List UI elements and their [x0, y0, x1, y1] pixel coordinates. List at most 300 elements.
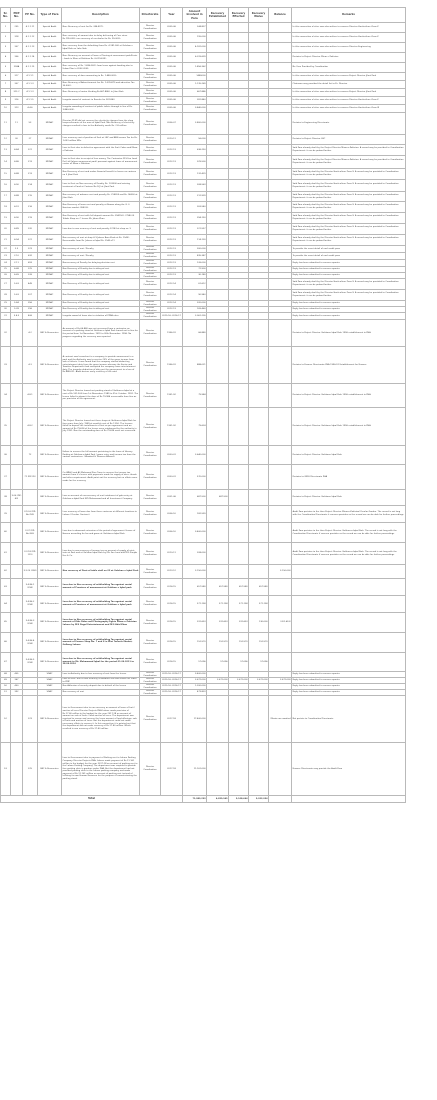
row-33-sr-no-text: 33: [4, 363, 7, 366]
row-18-balance: [269, 202, 292, 213]
row-44-year-text: 2014-15: [167, 602, 176, 605]
row-14-year-text: 2012-13: [167, 160, 176, 163]
row-33-sr-no: [1, 347, 11, 384]
row-36-sr-no-text: 36: [4, 453, 7, 456]
row-28-pdp-no: [11, 290, 23, 301]
row-34-remarks-text: Pertains to Project Director Gulshane Iqbal Park 1996 establishment in PHA: [292, 394, 371, 397]
row-52-recovery-established: [207, 696, 229, 743]
row-2-para-type: [38, 33, 62, 43]
row-35-description: [62, 408, 140, 446]
total-recovery-established: [207, 796, 229, 803]
row-28-remarks-text: Said Para already dealt by the Director Horticulture Zone-V. A record may be provided to Coordination Department, it can be probed further: [292, 292, 399, 297]
row-5-pdp-no-text: 258A: [13, 66, 20, 69]
row-49-recovery-effected-text: 2,672,000: [237, 679, 248, 682]
row-50-para-type-text: SDAC: [46, 685, 53, 688]
row-36-description-text: Failure to recover the full amount pertaining to the lease of Hussey Parking at Gulshan-e-Iqbal Park / game entry and income tax from the various contractors. (Hundred & Tarneem Ahmed).: [62, 451, 136, 459]
row-25-directorate-text: Director Coordination: [143, 267, 157, 272]
row-13-recovery-established: [207, 145, 229, 156]
row-1-amount-involved: [183, 23, 207, 33]
row-43-recovery-waive: [249, 579, 269, 596]
row-19-pp-no: [23, 213, 38, 224]
row-18-recovery-established: [207, 202, 229, 213]
row-25-year-text: 2012-13: [167, 268, 176, 271]
row-31-recovery-established: [207, 313, 229, 320]
row-1-sr-no-text: 1: [4, 26, 7, 29]
row-39-directorate-text: Director Coordination: [143, 511, 157, 516]
row-44-recovery-waive-text: 571,158: [259, 602, 268, 605]
row-17-pp-no-text: 215: [28, 195, 32, 198]
row-12-amount-involved-text: 56,000: [198, 138, 206, 141]
row-3-recovery-effected: [229, 43, 249, 53]
row-49-directorate-text: Director Coordination: [143, 678, 157, 683]
row-33-directorate-text: Director Coordination: [143, 362, 157, 367]
row-3-pdp-no: [11, 43, 23, 53]
row-49-year-text: 2015-16, 2016-17: [162, 679, 181, 682]
row-20-directorate-text: Director Coordination: [143, 226, 157, 231]
row-28-sr-no: [1, 290, 11, 301]
row-20-amount-involved: [183, 224, 207, 235]
row-53-sr-no-text: 53: [4, 767, 7, 770]
row-34-year: [161, 384, 183, 408]
row-28-pp-no: [23, 290, 38, 301]
row-35-sr-no: [1, 408, 11, 446]
row-19-sr-no: [1, 213, 11, 224]
row-12-recovery-established: [207, 135, 229, 145]
row-16-para-type: [38, 180, 62, 192]
row-32-description-text: An amount of Rs.66,880 was not recovered from a contractor on account of a parking stand at Gulshan-e-Iqbal Park leased out to him for the period from 1st November, 1991 to 30th November, 1996. No progress regarding the recovery was reported.: [62, 327, 138, 338]
row-38-description: [62, 490, 140, 506]
row-27-year: [161, 279, 183, 290]
row-20-balance: [269, 224, 292, 235]
row-20-directorate: [140, 224, 161, 235]
row-1-recovery-effected: [229, 23, 249, 33]
row-23-amount-involved-text: 835,387: [197, 254, 206, 257]
row-52-balance-text: Minute are awaited: [270, 717, 291, 720]
row-44-description: [62, 596, 140, 613]
row-42-para-type: [38, 565, 62, 579]
row-15-amount-involved-text: 132,429: [197, 172, 206, 175]
row-43-amount-involved: [183, 579, 207, 596]
row-3-recovery-waive: [249, 43, 269, 53]
row-47-pp-no-text: 3.4.86.5 (258): [25, 659, 35, 664]
row-14-description: [62, 156, 140, 169]
row-2-directorate: [140, 33, 161, 43]
row-48-description-text: Loss to Authority due to less recovery of rent from the lessee: [62, 673, 127, 676]
row-14-pp-no: [23, 156, 38, 169]
row-46-amount-involved: [183, 633, 207, 653]
row-15-pdp-no-text: 4,88: [14, 172, 19, 175]
row-38-balance: [269, 490, 292, 506]
row-9-pdp-no-text: 316: [14, 99, 19, 102]
row-41-amount-involved: [183, 543, 207, 565]
row-33-balance: [269, 347, 292, 384]
row-45-recovery-established-text: 331,653: [219, 621, 228, 624]
row-24-amount-involved: [183, 260, 207, 267]
row-13-remarks: [292, 145, 406, 156]
row-4-recovery-waive: [249, 53, 269, 63]
row-2-recovery-waive: [249, 33, 269, 43]
row-21-sr-no: [1, 235, 11, 246]
row-2-sr-no-text: 2: [4, 36, 7, 39]
row-39-year-text: 2006-10: [167, 512, 176, 515]
row-42-recovery-effected: [229, 565, 249, 579]
row-42-year-text: 2013-12: [167, 570, 176, 573]
row-36-recovery-waive: [249, 446, 269, 465]
row-38-year: [161, 490, 183, 506]
row-44-directorate: [140, 596, 161, 613]
row-27-pp-no-text: 449: [28, 282, 32, 285]
row-43-directorate-text: Director Coordination: [143, 584, 157, 589]
row-1-sr-no: [1, 23, 11, 33]
row-32-pdp-no: [11, 320, 23, 347]
row-18-amount-involved: [183, 202, 207, 213]
row-16-directorate: [140, 180, 161, 192]
row-31-recovery-effected: [229, 313, 249, 320]
row-3-pdp-no-text: 307: [14, 46, 19, 49]
row-46-description-text: Loss due to Non recovery of withholding Tax against rental amount of Fowers Shop No. 7 and 8 in Mini Tunnels Market, Gulberg Lahore: [62, 638, 133, 646]
row-7-year: [161, 81, 183, 89]
row-22-recovery-established: [207, 246, 229, 253]
row-14-year: [161, 156, 183, 169]
row-31-year-text: 2015-16, 2016-17: [162, 314, 181, 317]
row-6-directorate-text: Director Coordination: [143, 73, 157, 79]
row-50-year-text: 2015-16, 2016-17: [162, 685, 181, 688]
row-27-sr-no-text: 27: [4, 282, 7, 285]
row-43-pdp-no: [11, 579, 23, 596]
row-5-directorate-text: Director Coordination: [143, 64, 157, 70]
row-12-recovery-effected: [229, 135, 249, 145]
row-42-recovery-waive: [249, 565, 269, 579]
row-1-year: [161, 23, 183, 33]
row-13-pp-no-text: 221: [28, 148, 32, 151]
row-8-pdp-no: [11, 89, 23, 97]
row-6-amount-involved-text: 1480000: [196, 75, 206, 78]
row-46-directorate-text: Director Coordination: [143, 639, 157, 645]
row-8-para-type: [38, 89, 62, 97]
row-43-pp-no-text: 3.4.86.1 (258): [25, 584, 35, 589]
row-27-recovery-waive: [249, 279, 269, 290]
row-31-pdp-no-text: 5.4.5: [13, 314, 20, 317]
row-13-recovery-waive: [249, 145, 269, 156]
row-27-recovery-effected: [229, 279, 249, 290]
row-33-pp-no: [23, 347, 38, 384]
row-13-year: [161, 145, 183, 156]
row-31-para-type-text: MFDAC: [45, 314, 54, 317]
row-5-pdp-no: [11, 63, 23, 73]
row-35-year: [161, 408, 183, 446]
row-15-recovery-waive: [249, 169, 269, 180]
row-14-remarks: [292, 156, 406, 169]
row-20-para-type-text: MFDAC: [45, 227, 54, 230]
row-35-remarks-text: Pertains to Project Director Gulshane Iqbal Park 1996 establishment in PHA: [292, 425, 371, 428]
row-36-sr-no: [1, 446, 11, 465]
row-27-sr-no: [1, 279, 11, 290]
row-21-pdp-no-text: 4,94: [14, 238, 19, 241]
row-18-remarks-text: Said Para already dealt by the Director Horticulture Zone-V. A record may be provided to Coordination Department, it can be probed further: [292, 204, 399, 209]
row-19-year: [161, 213, 183, 224]
row-32-para-type-text: PAC & Recoveries: [40, 331, 59, 334]
row-45-recovery-effected-text: 331,653: [239, 621, 248, 624]
row-10-remarks: [292, 105, 406, 113]
row-28-recovery-established: [207, 290, 229, 301]
row-46-recovery-established: [207, 633, 229, 653]
row-32-remarks-text: Pertains to Project Director Gulshane Iqbal Park 1996 establishment in PHA: [292, 331, 371, 334]
row-35-pp-no: [23, 408, 38, 446]
row-20-sr-no-text: 20: [4, 227, 7, 230]
row-19-balance: [269, 213, 292, 224]
row-40-year: [161, 523, 183, 543]
row-32-remarks: [292, 320, 406, 347]
row-43-pp-no: [23, 579, 38, 596]
row-27-para-type-text: MFDAC: [45, 282, 54, 285]
row-35-recovery-established: [207, 408, 229, 446]
row-35-para-type: [38, 408, 62, 446]
row-7-para-type-text: Special Audit: [42, 83, 57, 86]
row-40-amount-involved-text: 3,400,000: [195, 531, 206, 534]
row-3-para-type: [38, 43, 62, 53]
row-26-sr-no-text: 26: [4, 274, 7, 277]
row-5-recovery-established: [207, 63, 229, 73]
row-6-para-type: [38, 73, 62, 81]
row-45-recovery-waive: [249, 613, 269, 633]
row-32-amount-involved-text: 66,880: [198, 331, 206, 334]
row-41-balance: [269, 543, 292, 565]
row-45-sr-no-text: 45: [4, 621, 7, 624]
row-11-year-text: 2006-07: [167, 122, 176, 125]
row-13-remarks-text: Said Para already dealt by the Project Director Minar-e-Pakistan. A record may be provided to Coordination Department, it can be probed further: [292, 147, 404, 152]
row-53-pp-no-text: 225: [28, 767, 32, 770]
row-38-recovery-established: [207, 490, 229, 506]
row-37-amount-involved-text: 570,000: [197, 475, 206, 478]
row-24-recovery-established: [207, 260, 229, 267]
row-42-year: [161, 565, 183, 579]
row-6-recovery-waive: [249, 73, 269, 81]
row-21-recovery-waive: [249, 235, 269, 246]
row-41-description: [62, 543, 140, 565]
row-6-year-text: 2005-06: [167, 75, 176, 78]
row-2-remarks: [292, 33, 406, 43]
row-12-pdp-no-text: 30: [15, 138, 18, 141]
row-22-year-text: 2012-13: [167, 247, 176, 250]
row-38-sr-no: [1, 490, 11, 506]
row-20-remarks: [292, 224, 406, 235]
row-47-sr-no-text: 47: [4, 660, 7, 663]
row-12-description: [62, 135, 140, 145]
total-recovery-effected: [229, 796, 249, 803]
header-balance: [269, 8, 292, 23]
row-34-sr-no: [1, 384, 11, 408]
row-23-pdp-no-text: 2.10: [14, 254, 19, 257]
row-4-description-text: Non- Recovery on account of lease of Turning at amusement park/Ferris - lands in More at Pakistan Rs. 6,019,639/-: [62, 54, 138, 60]
row-11-amount-involved: [183, 113, 207, 135]
row-17-remarks-text: Said Para already dealt by the Director Horticulture Zone-V. A record may be provided to Coordination Department, it can be probed further: [292, 193, 399, 199]
row-52-recovery-effected: [229, 696, 249, 743]
row-33-year-text: 1996-91: [167, 363, 176, 366]
row-17-pdp-no: [11, 192, 23, 202]
row-34-pdp-no: [11, 384, 23, 408]
row-52-remarks-text: Not pertain to Coordination Directorate: [292, 717, 334, 720]
row-22-pdp-no-text: 2.3: [14, 247, 19, 250]
row-36-amount-involved-text: 2,640,000: [195, 453, 206, 456]
row-29-year-text: 2012-14: [167, 302, 176, 305]
row-35-sr-no-text: 35: [4, 425, 7, 428]
row-32-recovery-waive: [249, 320, 269, 347]
row-16-pp-no-text: 214: [28, 184, 32, 187]
row-21-pdp-no: [11, 235, 23, 246]
row-15-year: [161, 169, 183, 180]
row-42-pp-no-text: 3.3.20 (258): [23, 570, 37, 573]
row-46-recovery-waive: [249, 633, 269, 653]
row-39-year: [161, 506, 183, 523]
row-1-recovery-established: [207, 23, 229, 33]
row-16-pdp-no: [11, 180, 23, 192]
row-38-year-text: 2001-06: [167, 496, 176, 499]
row-31-sr-no-text: 31: [4, 314, 7, 317]
row-2-description-text: Non- recovery of amount due to delay delivering of Cars since Rs.195,000/- non recovery of car dealer for Rs. 95,000/-: [62, 34, 128, 40]
row-11-directorate-text: Director Coordination: [143, 120, 157, 126]
row-15-pdp-no: [11, 169, 23, 180]
row-22-description: [62, 246, 140, 253]
row-3-sr-no-text: 3: [4, 46, 7, 49]
row-20-description: [62, 224, 140, 235]
row-36-directorate: [140, 446, 161, 465]
row-16-sr-no-text: 16: [4, 184, 7, 187]
row-43-sr-no: [1, 579, 11, 596]
row-24-pdp-no: [11, 260, 23, 267]
row-38-pdp-no: [11, 490, 23, 506]
row-10-para-type-text: Special Audit: [42, 107, 57, 110]
row-28-balance: [269, 290, 292, 301]
row-22-amount-involved: [183, 246, 207, 253]
row-42-pp-no: [23, 565, 38, 579]
row-15-amount-involved: [183, 169, 207, 180]
row-34-recovery-effected: [229, 384, 249, 408]
row-16-year-text: 2012-13: [167, 184, 176, 187]
row-10-year: [161, 105, 183, 113]
row-10-sr-no-text: 10: [4, 107, 7, 110]
row-12-year: [161, 135, 183, 145]
row-10-pdp-no: [11, 105, 23, 113]
row-12-pp-no: [23, 135, 38, 145]
row-27-amount-involved-text: 61,612: [198, 282, 206, 285]
row-40-directorate: [140, 523, 161, 543]
row-53-para-type-text: PAC & Recoveries: [40, 767, 59, 770]
row-11-pdp-no: [11, 113, 23, 135]
row-6-recovery-established: [207, 73, 229, 81]
row-43-amount-involved-text: 657,580: [197, 585, 206, 588]
row-35-pp-no-text: 4.8.2: [27, 425, 33, 428]
row-7-year-text: 2005-06: [167, 83, 176, 86]
row-31-description: [62, 313, 140, 320]
row-12-directorate-text: Director Coordination: [143, 136, 157, 142]
row-36-pp-no: [23, 446, 38, 465]
row-31-amount-involved-text: 2,061,226: [195, 314, 206, 317]
row-44-recovery-effected-text: 571,158: [239, 602, 248, 605]
row-4-pp-no: [23, 53, 38, 63]
row-30-para-type-text: MFDAC: [45, 308, 54, 311]
row-19-pdp-no: [11, 213, 23, 224]
row-51-sr-no-text: 51: [4, 691, 7, 694]
row-13-pp-no: [23, 145, 38, 156]
row-16-description-text: Loss to Govt on Non recovery of Penalty Rs. 103500 and missing treatment of land at Canteen No 5(J) at Jilani Park: [62, 182, 130, 188]
row-15-sr-no: [1, 169, 11, 180]
row-30-directorate-text: Director Coordination: [143, 307, 157, 312]
row-13-pdp-no-text: 4,84: [14, 148, 19, 151]
row-36-remarks-text: Pertains to Project Director Gulshane Iqbal Park: [292, 453, 342, 456]
row-33-recovery-waive: [249, 347, 269, 384]
row-13-amount-involved: [183, 145, 207, 156]
row-28-remarks: [292, 290, 406, 301]
row-5-recovery-effected: [229, 63, 249, 73]
row-44-recovery-waive: [249, 596, 269, 613]
row-22-para-type: [38, 246, 62, 253]
row-19-pp-no-text: 219: [28, 216, 32, 219]
row-3-directorate: [140, 43, 161, 53]
row-47-sr-no: [1, 653, 11, 672]
row-27-description: [62, 279, 140, 290]
row-47-recovery-effected-text: 57,096: [240, 660, 248, 663]
row-7-recovery-effected: [229, 81, 249, 89]
row-4-remarks: [292, 53, 406, 63]
row-40-remarks: [292, 523, 406, 543]
row-9-sr-no: [1, 97, 11, 105]
row-52-para-type: [38, 696, 62, 743]
row-33-description-text: A contract was leased-out to a company to provide amusement in a park and the Authority was to receive 25% of the gross income from sale of tickets. It was found that the company started deducting entertainment duty from the gross income whereas the Excise and Taxation Department had exempted the company from entertainment duty. The irregular deduction of duty put the government to a loss of Rs.888,021. Audit desires early recovery of the said.: [62, 355, 136, 374]
row-2-para-type-text: Special Audit: [42, 36, 57, 39]
row-22-pdp-no: [11, 246, 23, 253]
row-35-amount-involved: [183, 408, 207, 446]
row-4-balance: [269, 53, 292, 63]
row-17-recovery-effected: [229, 192, 249, 202]
row-15-pp-no: [23, 169, 38, 180]
row-52-pp-no: [23, 696, 38, 743]
row-45-amount-involved-text: 331,653: [197, 621, 206, 624]
row-18-directorate: [140, 202, 161, 213]
row-53-description-text: Loss to Government due to payment of Parking rent to Lahore Parking Company. Director Projects PHA, Lahore made payment of Rs.11.161 million in the budget for the year 2017-18 on account of parking rent to the Lahore Parking Company. The department was required to provide free parking slots in gardens under PHA. But the department had not provided parking slots to the Lahore parking company and made payment of Rs.11.161 million on account of parking rent instead of utilizing its own Human Resource for the purpose of commissioning the parking stand.: [62, 757, 138, 781]
row-22-year: [161, 246, 183, 253]
row-43-year-text: 2014-15: [167, 585, 176, 588]
row-23-remarks-text: To provide the exact detail of each audit para: [292, 254, 340, 257]
row-28-amount-involved: [183, 290, 207, 301]
row-10-pp-no-text: 4.4.6: [27, 107, 33, 110]
row-26-amount-involved-text: 30,180: [198, 274, 206, 277]
row-47-recovery-established-text: 57,096: [220, 660, 228, 663]
row-3-remarks-text: In this connection a letter was also written to concern Director Engineering: [292, 46, 371, 49]
row-48-sr-no-text: 48: [4, 673, 7, 676]
row-38-recovery-established-text: 687,500: [219, 496, 228, 499]
row-25-sr-no-text: 25: [4, 268, 7, 271]
row-19-amount-involved-text: 394,150: [197, 216, 206, 219]
row-9-year: [161, 97, 183, 105]
row-53-sr-no: [1, 743, 11, 796]
row-10-year-text: 2005-06: [167, 107, 176, 110]
row-15-sr-no-text: 15: [4, 172, 7, 175]
row-40-para-type-text: PAC & Recoveries: [40, 531, 59, 534]
row-46-recovery-effected: [229, 633, 249, 653]
row-49-sr-no-text: 49: [4, 679, 7, 682]
row-20-recovery-established: [207, 224, 229, 235]
row-32-pp-no-text: 4.2: [28, 331, 32, 334]
row-28-pdp-no-text: 5.63: [14, 293, 19, 296]
row-19-year-text: 2012-13: [167, 216, 176, 219]
row-37-amount-involved: [183, 465, 207, 490]
row-51-directorate-text: Director Coordination: [143, 690, 157, 695]
row-43-description: [62, 579, 140, 596]
row-47-recovery-effected: [229, 653, 249, 672]
row-33-remarks: [292, 347, 406, 384]
row-17-pp-no: [23, 192, 38, 202]
row-53-description: [62, 743, 140, 796]
